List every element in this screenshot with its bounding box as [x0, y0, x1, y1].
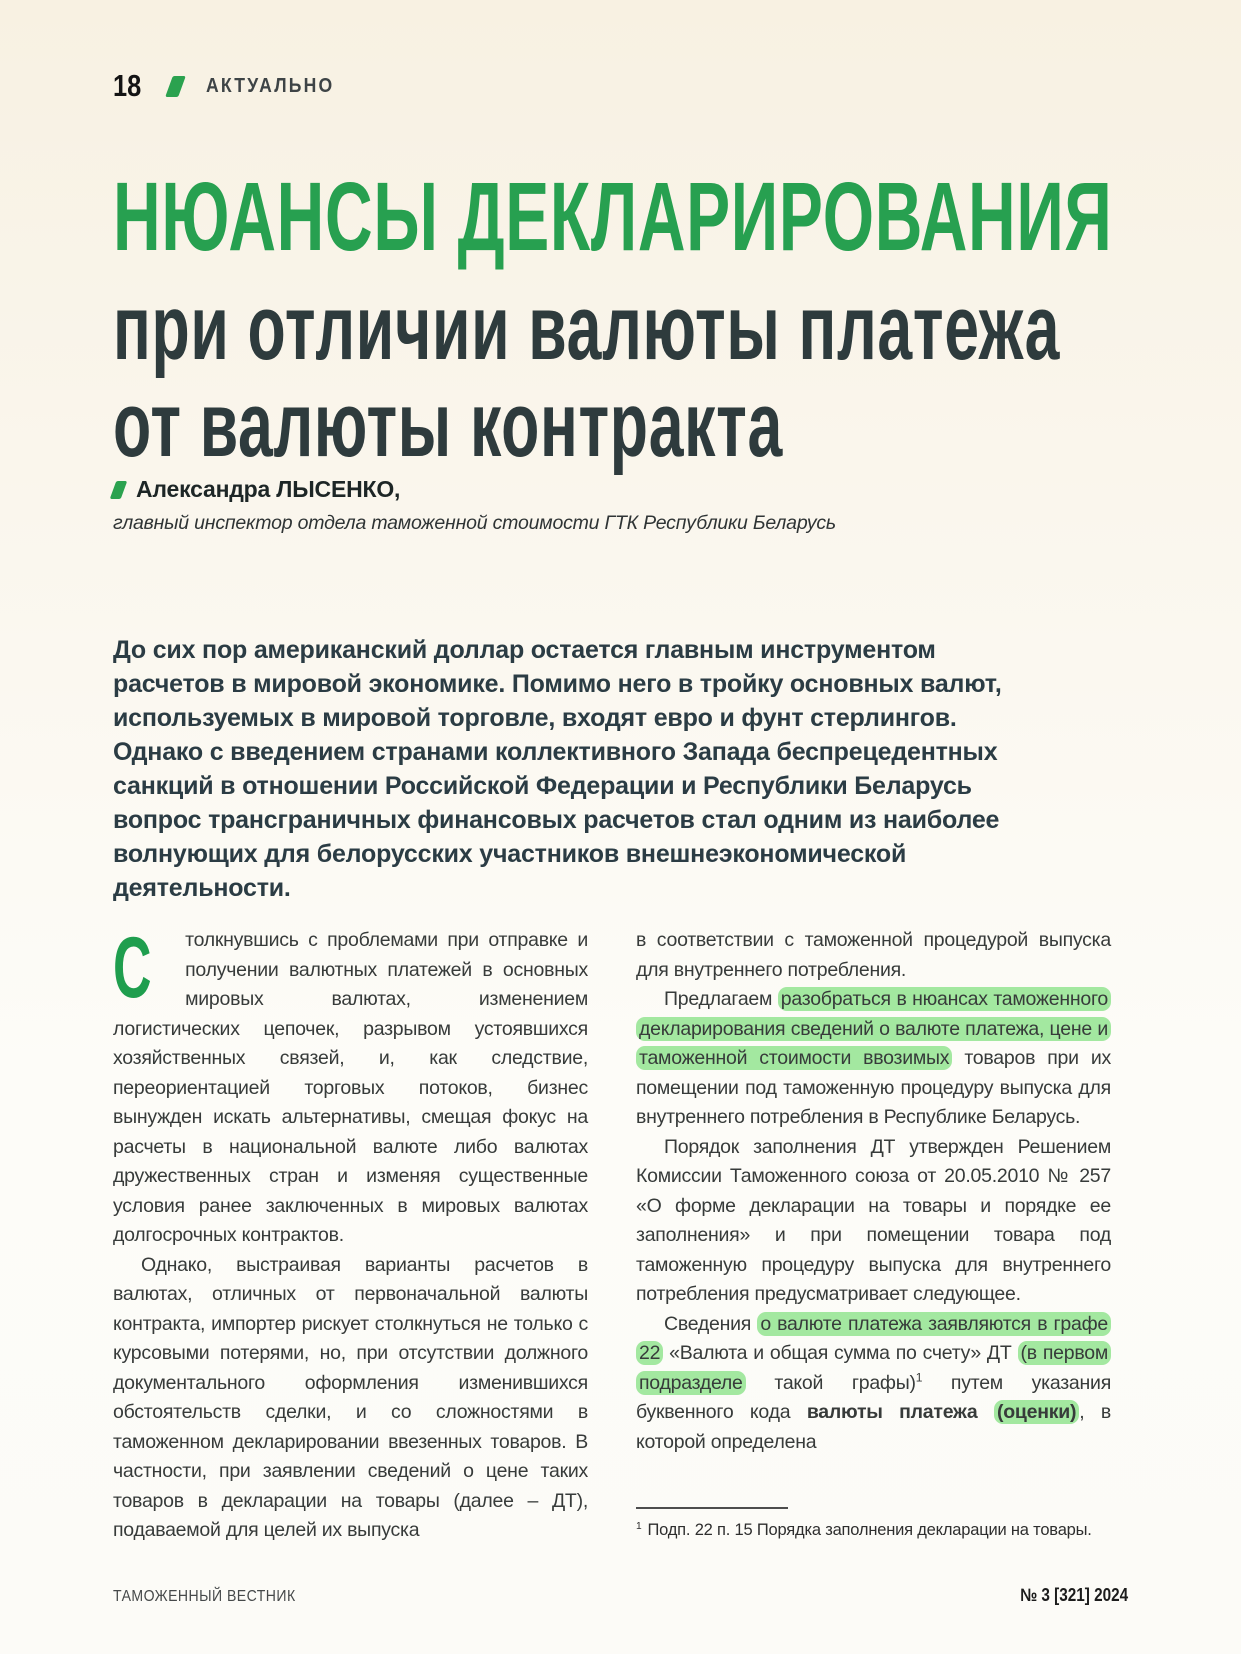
highlighted-text: (в первом подразделе	[636, 1341, 1111, 1395]
issue-number: № 3 [321] 2024	[1019, 1585, 1128, 1605]
text-segment: Сведения	[664, 1312, 758, 1335]
page-footer	[113, 1585, 1128, 1606]
footnote-body: Подп. 22 п. 15 Порядка заполнения декларации на товары.	[647, 1521, 1092, 1539]
slash-icon	[166, 76, 187, 97]
footnote-rule	[636, 1507, 788, 1509]
drop-cap: С	[113, 920, 151, 1016]
paragraph-text: толкнувшись с проблемами при отправке и получении валютных платежей в основных мировых валютах, изменением логистических цепочек, разрывом устоявшихся хозяйственных связей, и, как следствие, переориентацией торговых потоков, бизнес вынужден искать альтернативы, смещая фокус на расчеты в национальной валюте либо валютах дружественных стран и изменяя существенные условия ранее заключенных в мировых валютах долгосрочных контрактов.	[113, 929, 588, 1246]
author-name-row	[113, 476, 1128, 503]
footnote	[636, 1507, 1111, 1541]
footnote-text	[636, 1519, 1111, 1541]
article-title	[113, 162, 1181, 476]
paragraph-highlighted	[636, 985, 1111, 1133]
text-segment: такой графы)	[745, 1371, 916, 1394]
section-label: АКТУАЛЬНО	[206, 74, 335, 97]
footnote-marker: 1	[636, 1520, 642, 1532]
right-column	[636, 926, 1111, 1541]
text-segment: Предлагаем	[664, 988, 778, 1010]
paragraph-dropcap	[113, 920, 588, 1251]
title-line-2: при отличии валюты платежа	[113, 277, 1061, 379]
text-segment: валюты платежа	[806, 1401, 994, 1423]
paragraph: в соответствии с таможенной процедурой выпуска для внутреннего потребления.	[636, 929, 1111, 981]
paragraph: Порядок заполнения ДТ утвержден Решением Комиссии Таможенного союза от 20.05.2010 № 257 «О форме декларации на товары и порядке ее заполнения» и при помещении товара под таможенную процедуру выпуска для внутреннего потребления предусматривает следующее.	[636, 1135, 1111, 1305]
highlighted-text: о валюте платежа заявляются в графе 22	[636, 1312, 1111, 1366]
text-segment: товаров при их помещении под таможенную процедуру выпуска для внутреннего потребления в Республике Беларусь.	[636, 1047, 1111, 1128]
page-number: 18	[113, 68, 142, 103]
highlighted-text: разобраться в нюансах таможенного декларирования сведений о валюте платежа, цене и таможенной стоимости ввозимых	[636, 987, 1111, 1070]
paragraph: Однако, выстраивая варианты расчетов в валютах, отличных от первоначальной валюты контракта, импортер рискует столкнуться не только с курсовыми потерями, но, при отсутствии должного документального оформления изменившихся обстоятельств сделки, и со сложностями в таможенном декларировании ввезенных товаров. В частности, при заявлении сведений о цене таких товаров в декларации на товары (далее – ДТ), подаваемой для целей их выпуска	[113, 1253, 588, 1541]
page-header	[113, 68, 1128, 104]
title-line-1: НЮАНСЫ ДЕКЛАРИРОВАНИЯ	[113, 162, 1113, 271]
paragraph-highlighted	[636, 1310, 1111, 1458]
text-segment: «Валюта и общая сумма по счету» ДТ	[663, 1342, 1018, 1364]
author-name: Александра ЛЫСЕНКО,	[136, 476, 401, 502]
slash-icon	[110, 481, 128, 499]
left-column	[113, 920, 588, 1546]
lead-paragraph: До сих пор американский доллар остается главным инструментом расчетов в мировой экономике. Помимо него в тройку основных валют, используемых в мировой торговле, входят евро и фунт стерлингов. Однако с введением странами коллективного Запада беспрецедентных санкций в отношении Российской Федерации и Республики Беларусь вопрос трансграничных финансовых расчетов стал одним из наиболее волнующих для белорусских участников внешнеэкономической деятельности.	[113, 636, 1002, 902]
author-block	[113, 476, 1128, 535]
title-line-3: от валюты контракта	[113, 374, 783, 476]
text-segment: путем указания буквенного кода	[636, 1371, 1111, 1423]
footnote-ref: 1	[915, 1370, 923, 1384]
highlighted-text: (оценки)	[994, 1400, 1079, 1424]
text-segment: , в которой определена	[636, 1401, 1111, 1453]
body-columns	[113, 920, 1111, 1546]
author-position: главный инспектор отдела таможенной стоимости ГТК Республики Беларусь	[113, 512, 836, 534]
journal-name: ТАМОЖЕННЫЙ ВЕСТНИК	[113, 1588, 296, 1605]
